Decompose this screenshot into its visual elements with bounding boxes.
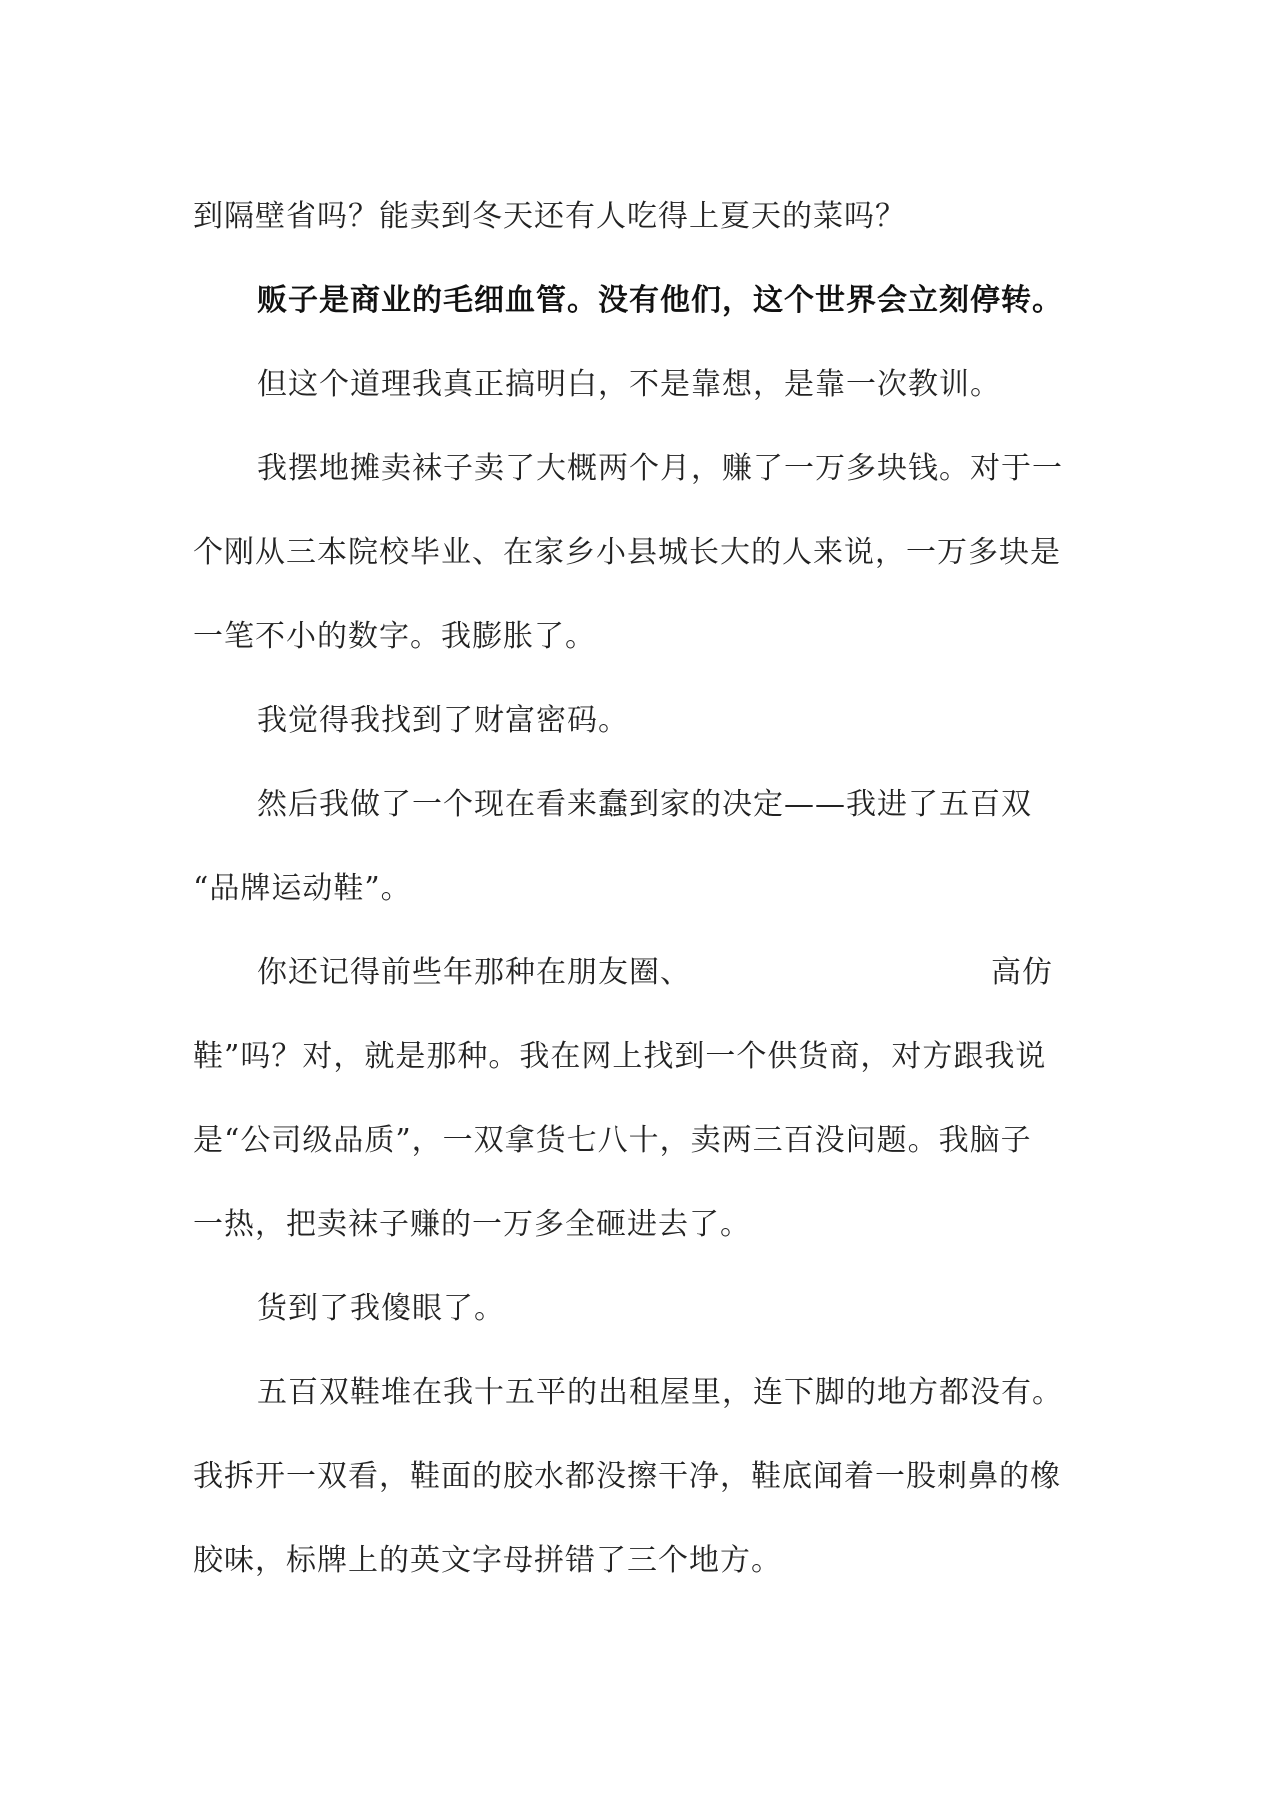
text-line: 鞋”吗？对，就是那种。我在网上找到一个供货商，对方跟我说 [193,1039,1047,1074]
paragraph [193,763,1093,931]
text-line: 我觉得我找到了财富密码。 [257,703,629,738]
paragraph [193,175,1093,259]
text-line: 个刚从三本院校毕业、在家乡小县城长大的人来说，一万多块是 [193,535,1061,570]
text-line: 到隔壁省吗？能卖到冬天还有人吃得上夏天的菜吗？ [193,199,906,234]
text-line: 五百双鞋堆在我十五平的出租屋里，连下脚的地方都没有。 [257,1375,1063,1410]
text-segment: 高仿 [991,955,1053,990]
text-line: 我拆开一双看，鞋面的胶水都没擦干净，鞋底闻着一股刺鼻的橡 [193,1459,1061,1494]
paragraph [193,1351,1093,1603]
paragraph [193,931,1093,1267]
bold-paragraph [193,259,1093,343]
text-segment: 你还记得前些年那种在朋友圈、 [257,955,691,990]
text-line: 一笔不小的数字。我膨胀了。 [193,619,596,654]
paragraph [193,427,1093,679]
paragraph [193,679,1093,763]
text-line-with-gap [193,931,1093,1015]
paragraph [193,1267,1093,1351]
text-line: 是“公司级品质”，一双拿货七八十，卖两三百没问题。我脑子 [193,1123,1032,1158]
text-line: 贩子是商业的毛细血管。没有他们，这个世界会立刻停转。 [257,283,1063,318]
text-line: 一热，把卖袜子赚的一万多全砸进去了。 [193,1207,751,1242]
text-line: 我摆地摊卖袜子卖了大概两个月，赚了一万多块钱。对于一 [257,451,1063,486]
text-line: “品牌运动鞋”。 [193,871,412,906]
paragraph [193,343,1093,427]
body-text [193,175,1093,1603]
text-line: 货到了我傻眼了。 [257,1291,505,1326]
text-line: 胶味，标牌上的英文字母拼错了三个地方。 [193,1543,782,1578]
text-line: 然后我做了一个现在看来蠢到家的决定——我进了五百双 [257,787,1032,822]
text-line: 但这个道理我真正搞明白，不是靠想，是靠一次教训。 [257,367,1001,402]
